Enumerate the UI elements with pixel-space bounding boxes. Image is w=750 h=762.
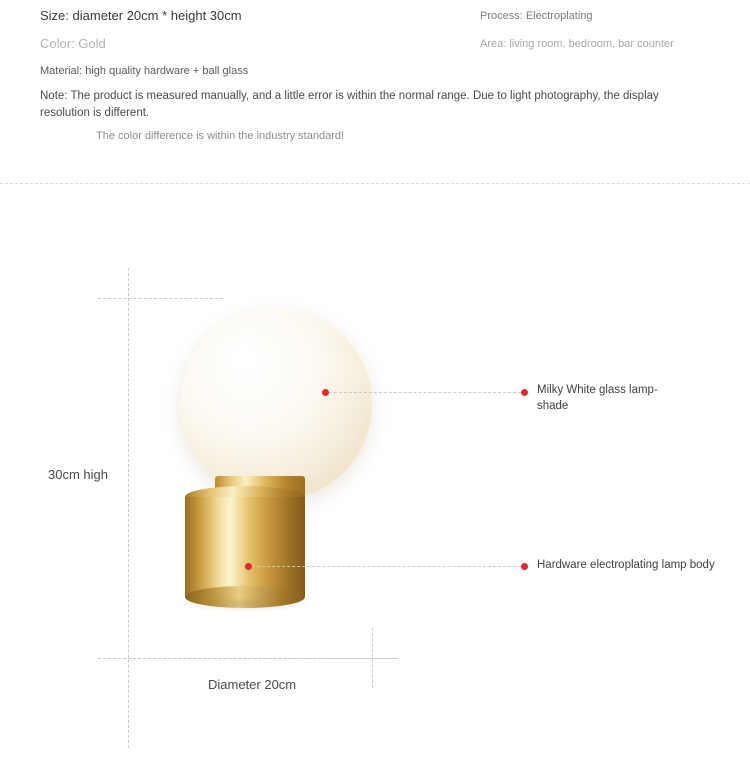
callout-dot-body-target	[521, 563, 528, 570]
lamp-glass-globe	[180, 308, 372, 500]
callout-dot-shade-source	[322, 389, 329, 396]
spec-process: Process: Electroplating	[480, 10, 593, 22]
top-guide-line	[98, 298, 223, 299]
spec-material: Material: high quality hardware + ball glass	[40, 65, 249, 77]
spec-note: Note: The product is measured manually, and a little error is within the normal range. Due to light photography, the display resolution is different.	[40, 90, 659, 119]
callout-label-body: Hardware electroplating lamp body	[537, 559, 715, 571]
spec-area: Area: living room, bedroom, bar counter	[480, 38, 674, 50]
lamp-metal-body	[185, 497, 305, 597]
diameter-guide-line	[128, 658, 396, 659]
product-spec-block	[0, 0, 750, 182]
spec-size: Size: diameter 20cm * height 30cm	[40, 8, 242, 23]
dimension-diameter-label: Diameter 20cm	[208, 677, 297, 692]
spec-color-difference-note: The color difference is within the industry standard!	[96, 130, 345, 142]
product-dimension-diagram	[0, 184, 750, 762]
dimension-height-label: 30cm high	[48, 467, 108, 482]
height-guide-line	[128, 268, 129, 748]
callout-label-shade: Milky White glass lamp-shade	[537, 384, 658, 412]
callout-dot-shade-target	[521, 389, 528, 396]
callout-leader-shade	[329, 392, 521, 393]
callout-leader-body	[252, 566, 521, 567]
spec-color: Color: Gold	[40, 36, 106, 51]
globe-highlight	[208, 330, 278, 386]
lamp-ground-shadow	[178, 596, 312, 612]
callout-dot-body-source	[245, 563, 252, 570]
